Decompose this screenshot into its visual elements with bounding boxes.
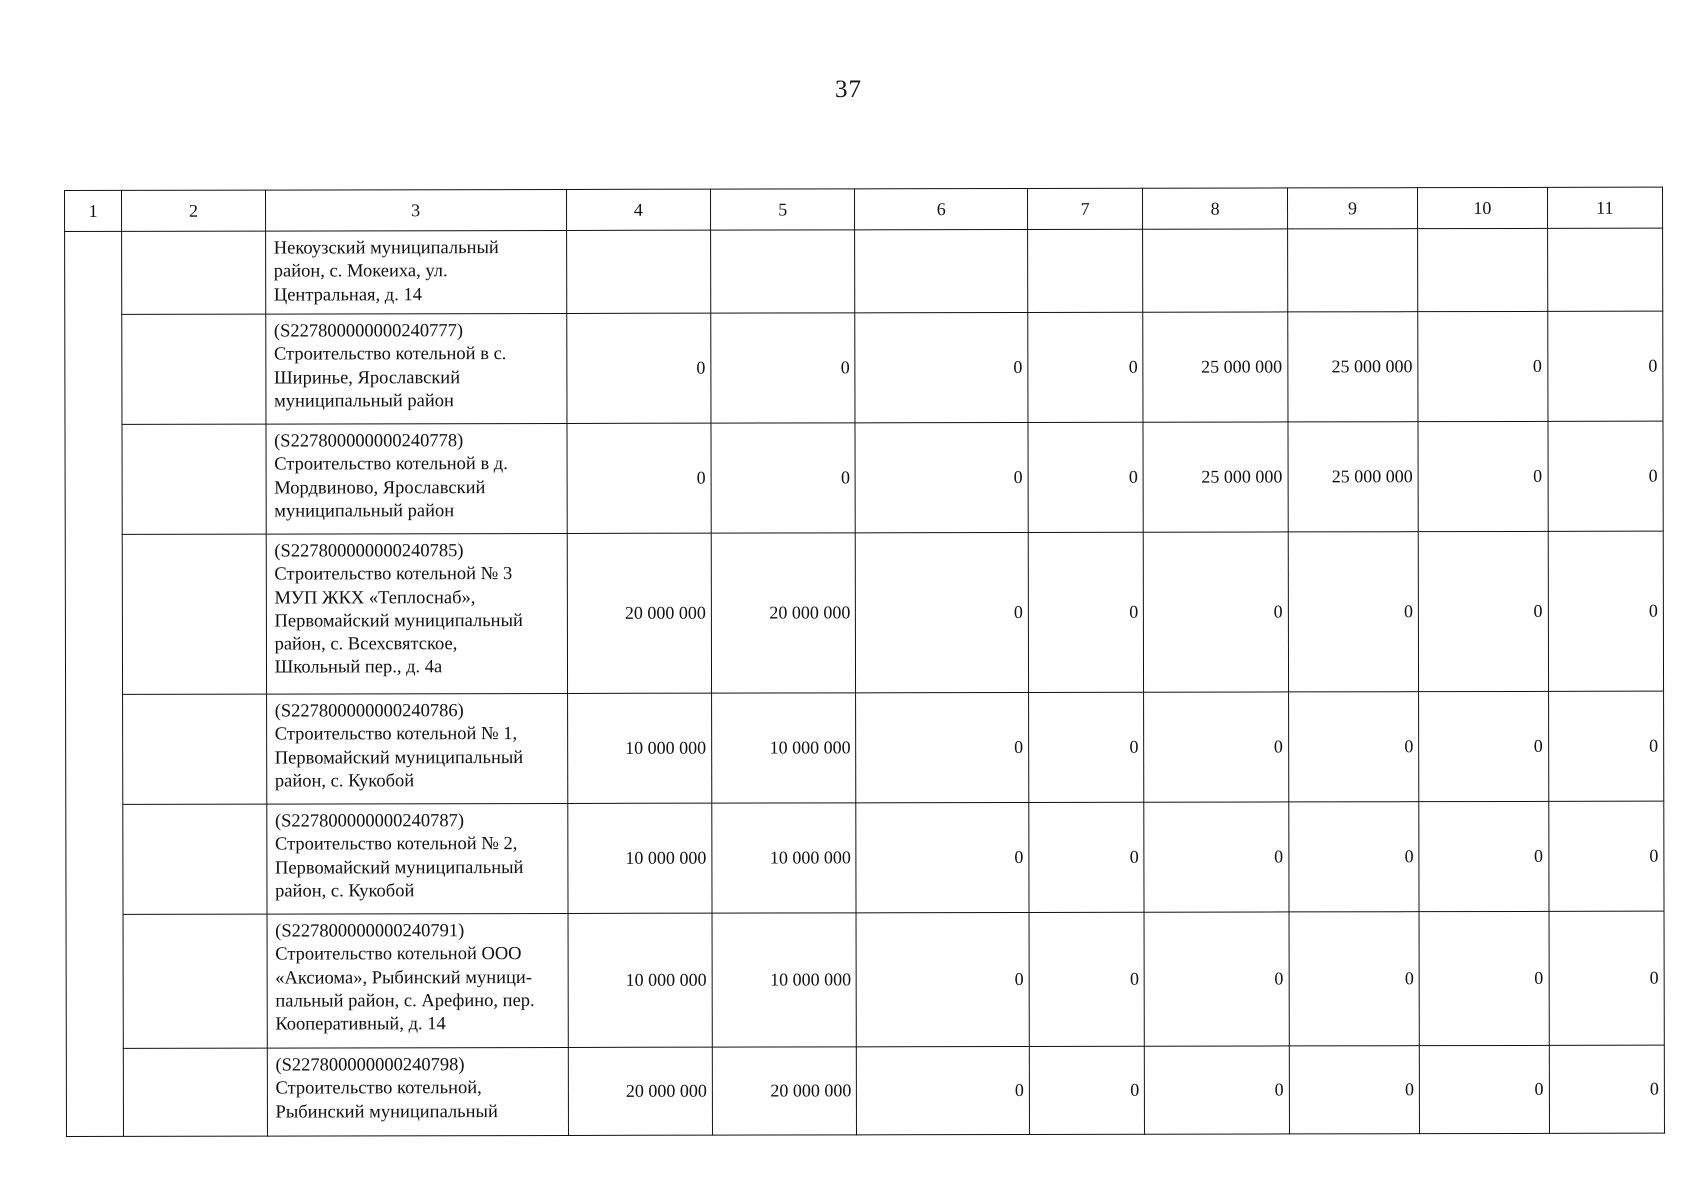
value-cell-col-11: 0 [1547, 311, 1663, 421]
value-cell-col-5: 0 [711, 313, 856, 423]
table-row [65, 531, 1663, 694]
value-cell-col-5: 0 [711, 423, 856, 533]
value-cell-col-7: 0 [1029, 912, 1145, 1046]
description-line: Строительство котельной № 1, [274, 724, 518, 745]
value-cell-col-5: 10 000 000 [712, 693, 857, 803]
description-line: Кооперативный, д. 14 [275, 1014, 446, 1035]
value-cell-col-8 [1143, 229, 1288, 312]
description-line: Строительство котельной № 2, [274, 834, 518, 855]
value-cell-col-4: 20 000 000 [567, 533, 712, 693]
value-cell-col-10: 0 [1419, 1045, 1549, 1133]
value-cell-col-7 [1028, 229, 1144, 312]
column-header-10: 10 [1418, 187, 1547, 228]
value-cell-col-4: 0 [566, 313, 711, 423]
description-line: Ширинье, Ярославский [273, 367, 461, 389]
value-cell-col-9: 0 [1289, 802, 1420, 912]
column-header-4: 4 [566, 189, 711, 230]
value-cell-col-5: 20 000 000 [711, 533, 856, 693]
description-line: Строительство котельной, [275, 1078, 482, 1099]
value-cell-col-10: 0 [1419, 911, 1549, 1045]
value-cell-col-8: 0 [1144, 532, 1289, 692]
table-row [66, 1045, 1664, 1136]
description-cell [266, 803, 567, 914]
value-cell-col-8: 0 [1144, 802, 1289, 912]
value-cell-col-11: 0 [1548, 421, 1664, 531]
cell-col-2 [122, 231, 266, 314]
value-cell-col-7: 0 [1029, 692, 1145, 802]
value-cell-col-6: 0 [857, 1046, 1030, 1134]
description-line: (S227800000000240787) [274, 811, 465, 832]
value-cell-col-10: 0 [1418, 531, 1548, 691]
description-line: муниципальный район [274, 391, 454, 412]
value-cell-col-4: 10 000 000 [567, 693, 712, 803]
value-cell-col-7: 0 [1028, 532, 1144, 692]
value-cell-col-5: 10 000 000 [712, 913, 857, 1047]
value-cell-col-6: 0 [855, 312, 1028, 422]
table-row [65, 421, 1663, 534]
cell-col-2 [123, 1048, 267, 1136]
description-line: пальный район, с. Арефино, пер. [275, 990, 535, 1012]
description-line: район, с. Кукобой [275, 881, 415, 902]
description-cell [265, 313, 566, 424]
description-line: Строительство котельной № 3 [274, 564, 513, 585]
column-header-9: 9 [1287, 188, 1417, 229]
value-cell-col-7: 0 [1028, 312, 1144, 422]
value-cell-col-10: 0 [1419, 801, 1549, 911]
value-cell-col-5: 10 000 000 [712, 803, 857, 913]
description-line: район, с. Кукобой [274, 771, 415, 792]
value-cell-col-7: 0 [1029, 802, 1145, 912]
value-cell-col-6: 0 [855, 422, 1028, 532]
value-cell-col-9: 0 [1289, 1046, 1420, 1134]
column-header-3: 3 [265, 189, 566, 231]
description-line: (S227800000000240786) [274, 701, 464, 722]
value-cell-col-5: 20 000 000 [712, 1047, 857, 1135]
cell-col-2 [122, 314, 266, 424]
description-line: Центральная, д. 14 [273, 284, 422, 306]
column-header-8: 8 [1143, 188, 1288, 229]
column-header-11: 11 [1547, 187, 1663, 228]
description-line: Строительство котельной ООО [275, 944, 522, 965]
value-cell-col-11: 0 [1548, 531, 1664, 691]
value-cell-col-8: 0 [1144, 692, 1289, 802]
value-cell-col-10: 0 [1419, 691, 1549, 801]
description-line: Строительство котельной в д. [274, 454, 508, 475]
value-cell-col-5 [711, 230, 856, 313]
description-line: (S227800000000240791) [275, 921, 465, 942]
header-row [65, 187, 1663, 231]
description-line: Первомайский муниципальный [275, 857, 524, 879]
table-row [66, 801, 1664, 914]
value-cell-col-9: 0 [1288, 532, 1419, 692]
value-cell-col-6: 0 [856, 692, 1029, 802]
cell-col-2 [122, 534, 266, 694]
value-cell-col-8: 0 [1144, 912, 1289, 1046]
value-cell-col-10: 0 [1418, 311, 1548, 421]
value-cell-col-8: 25 000 000 [1143, 312, 1288, 422]
description-line: (S227800000000240777) [273, 321, 464, 342]
value-cell-col-6 [855, 229, 1028, 312]
description-cell [267, 913, 568, 1048]
description-line: «Аксиома», Рыбинский муници- [275, 967, 532, 989]
table-row [65, 228, 1663, 314]
description-cell [266, 693, 567, 804]
description-line: Мордвиново, Ярославский [274, 477, 486, 499]
description-line: (S227800000000240785) [274, 541, 464, 562]
value-cell-col-4: 10 000 000 [567, 803, 712, 913]
value-cell-col-6: 0 [856, 912, 1029, 1046]
table-header [65, 187, 1663, 231]
value-cell-col-8: 25 000 000 [1143, 422, 1288, 532]
cell-col-2 [122, 424, 266, 534]
value-cell-col-4 [566, 230, 711, 313]
description-line: Рыбинский муниципальный [275, 1101, 498, 1123]
description-line: МУП ЖКХ «Теплоснаб», [274, 587, 476, 609]
cell-col-2 [123, 694, 267, 804]
column-header-1: 1 [65, 190, 122, 231]
value-cell-col-9: 0 [1288, 692, 1419, 802]
description-line: Первомайский муниципальный [274, 747, 524, 769]
description-cell [265, 230, 566, 314]
value-cell-col-9: 0 [1289, 912, 1420, 1046]
value-cell-col-11 [1547, 228, 1663, 311]
description-line: район, с. Мокеиха, ул. [273, 261, 448, 282]
value-cell-col-11: 0 [1548, 691, 1664, 801]
table-row [65, 311, 1663, 424]
table-row [66, 911, 1664, 1048]
budget-table [64, 187, 1665, 1137]
value-cell-col-8: 0 [1145, 1046, 1290, 1134]
value-cell-col-6: 0 [856, 532, 1029, 692]
description-cell [266, 423, 567, 534]
value-cell-col-4: 0 [567, 423, 712, 533]
column-header-7: 7 [1027, 188, 1142, 229]
cell-col-2 [123, 914, 267, 1048]
page-number: 37 [835, 76, 862, 103]
description-line: (S227800000000240778) [274, 431, 464, 452]
merged-cell-col-1 [65, 231, 124, 1136]
value-cell-col-9: 25 000 000 [1288, 422, 1419, 532]
column-header-6: 6 [855, 188, 1028, 229]
value-cell-col-11: 0 [1549, 911, 1665, 1045]
description-line: Строительство котельной в с. [273, 344, 507, 365]
value-cell-col-10: 0 [1418, 421, 1548, 531]
value-cell-col-11: 0 [1548, 801, 1664, 911]
description-cell [267, 1047, 568, 1136]
description-line: район, с. Всехсвятское, [274, 634, 458, 655]
description-line: Некоузский муниципальный [273, 238, 499, 259]
value-cell-col-9: 25 000 000 [1288, 312, 1419, 422]
column-header-2: 2 [122, 190, 266, 231]
description-cell [266, 533, 567, 694]
value-cell-col-10 [1418, 228, 1548, 311]
value-cell-col-11: 0 [1549, 1045, 1665, 1133]
description-line: Первомайский муниципальный [274, 610, 523, 632]
value-cell-col-7: 0 [1029, 1046, 1145, 1134]
value-cell-col-4: 10 000 000 [568, 913, 713, 1047]
value-cell-col-9 [1287, 229, 1418, 312]
table-row [66, 691, 1664, 804]
value-cell-col-4: 20 000 000 [568, 1047, 713, 1135]
column-header-5: 5 [710, 189, 855, 230]
description-line: (S227800000000240798) [275, 1055, 465, 1076]
cell-col-2 [123, 804, 267, 914]
value-cell-col-7: 0 [1028, 422, 1144, 532]
description-line: муниципальный район [274, 501, 455, 522]
table-body [65, 228, 1665, 1136]
value-cell-col-6: 0 [856, 802, 1029, 912]
description-line: Школьный пер., д. 4а [274, 657, 443, 679]
